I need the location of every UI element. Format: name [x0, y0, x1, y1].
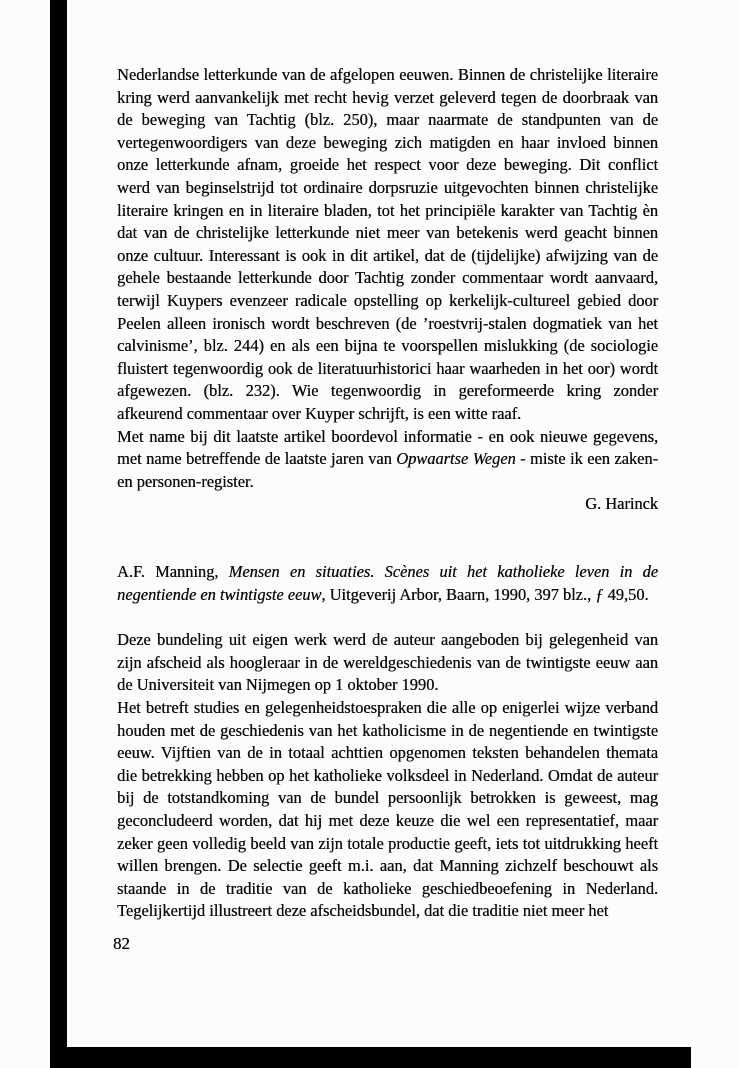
page-edge-bar — [50, 1047, 691, 1068]
book-gutter-bar — [50, 0, 67, 1068]
review-paragraph: Deze bundeling uit eigen werk werd de auteur aangeboden bij gelegenheid van zijn afscheid als hoogleraar in de wereldgeschiedenis van de twintigste eeuw aan de Universiteit van Nijmegen op 1 oktober 1990. — [117, 630, 658, 695]
review-closing-paragraph: Met name bij dit laatste artikel boordevol informatie - en ook nieuwe gegevens, met name betreffende de laatste jaren van Opwaartse Wegen - miste ik een zaken- en personen-register. — [117, 426, 658, 491]
review-paragraph: Nederlandse letterkunde van de afgelopen eeuwen. Binnen de christelijke literaire kring werd aanvankelijk met recht hevig verzet geleverd tegen de doorbraak van de beweging van Tachtig (blz. 250), maar naarmate de standpunten van de vertegenwoordigers van deze beweging zich matigden en haar invloed binnen onze letterkunde afnam, groeide het respect voor deze beweging. Dit conflict werd van beginselstrijd tot ordinaire dorpsruzie uitgevochten binnen christelijke literaire kringen en in literaire bladen, tot het principiële karakter van Tachtig èn dat van de christelijke letterkunde niet meer van betekenis werd geacht binnen onze cultuur. Interessant is ook in dit artikel, dat de (tijdelijke) afwijzing van de gehele bestaande letterkunde door Tachtig zonder commentaar wordt aanvaard, terwijl Kuypers evenzeer radicale opstelling op kerkelijk-cultureel gebied door Peelen alleen ironisch wordt beschreven (de ’roestvrij-stalen dogmatiek van het calvinisme’, blz. 244) en als een bijna te voorspellen mislukking (de sociologie fluistert tegenwoordig ook de literatuurhistorici haar waarheden in het oor) wordt afgewezen. (blz. 232). Wie tegenwoordig in gereformeerde kring zonder afkeurend commentaar over Kuyper schrijft, is een witte raaf. — [117, 65, 658, 423]
reviewer-signature: G. Harinck — [585, 494, 658, 514]
review-paragraph: Het betreft studies en gelegenheidstoespraken die alle op enigerlei wijze verband houden met de geschiedenis van het katholicisme in de negentiende en twintigste eeuw. Vijftien van de in totaal achttien opgenomen teksten behandelen themata die betrekking hebben op het katholieke volksdeel in Nederland. Omdat de auteur bij de totstandkoming van de bundel persoonlijk betrokken is geweest, mag geconcludeerd worden, dat hij met deze keuze die wel een representatief, maar zeker geen volledig beeld van zijn totale productie geeft, iets tot uitdrukking heeft willen brengen. De selectie geeft m.i. aan, dat Manning zichzelf beschouwt als staande in de traditie van de katholieke geschiedbeoefening in Nederland. Tegelijkertijd illustreert deze afscheidsbundel, dat die traditie niet meer het — [117, 697, 658, 921]
book-reference-heading: A.F. Manning, Mensen en situaties. Scènes uit het katholieke leven in de negentiende en twintigste eeuw, Uitgeverij Arbor, Baarn, 1990, 397 blz., ƒ 49,50. — [117, 562, 659, 604]
review-harinck-section — [117, 64, 658, 516]
review-manning-section — [117, 561, 658, 923]
page-number: 82 — [113, 934, 130, 953]
